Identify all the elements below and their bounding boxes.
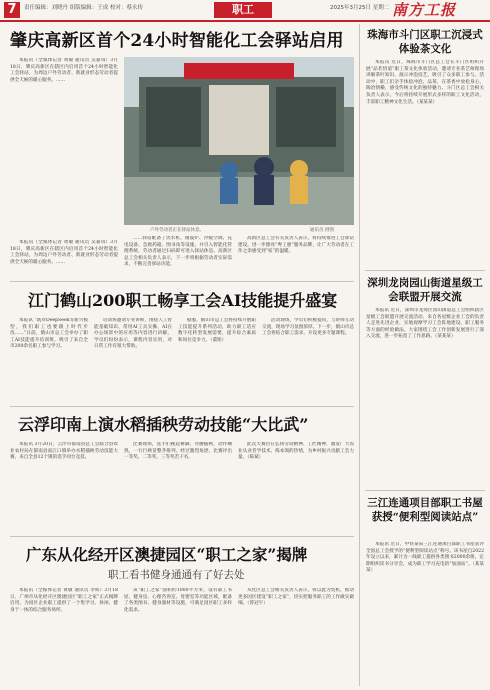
article-4-text-3: 从化区总工会相关负责人表示，将以此为契机，推动更多园区建设“职工之家”，切实把服务职工的工作做实做细。（曾冠宇）	[238, 588, 354, 607]
article-2-text-4: 活动现场，学员们积极提问，与讲师互动交流，现场学习氛围浓厚。下一步，鹤山市总工会将结合职工需求，开设更多专题课程。	[262, 318, 354, 337]
article-2-headline: 江门鹤山200职工畅享工会AI技能提升盛宴	[28, 291, 338, 310]
photo-credit: 通讯员 供图	[310, 228, 334, 233]
sidebar-2-headline: 深圳龙岗园山街道星级工会联盟开展交流	[367, 277, 483, 303]
article-4-subtitle: 职工看书健身通通有了好去处	[108, 569, 245, 581]
sidebar-3-text: 本报讯 近日，中铁某局三江连通项目部职工书屋获评全国总工会授予的“便利型阅读站点”称号。该书屋自2022年设立以来，累计为一线职工提供各类图书2000余册，定期组织读书分享会，成为职工学习充电的“加油站”。（某某某）	[366, 542, 484, 574]
article-2-column-4	[262, 318, 354, 400]
article-4-column-2	[124, 588, 232, 684]
section-label: 职工	[214, 2, 272, 18]
article-2-column-3	[178, 318, 256, 400]
photo-caption: 户外劳动者正在驿站休息。	[150, 228, 204, 233]
sidebar-3-headline: 三江连通项目部职工书屋获授“便利型阅读站点”	[367, 497, 483, 523]
sidebar-2-body	[366, 308, 484, 486]
article-1-photo	[124, 57, 354, 225]
editor-credits: 责任编辑：刘晓丹 组版编辑：王成 校对：蔡永传	[24, 5, 143, 11]
sidebar-2-text: 本报讯 近日，深圳市龙岗区园山街道总工会组织辖区星级工会联盟开展交流活动，来自各星级企业工会的负责人走进先进企业，实地观摩学习工会阵地建设、职工服务等方面的经验做法。大家围绕工会工作创新发展进行了深入交流，进一步拓宽了工作思路。（某某某）	[366, 308, 484, 340]
article-1-text-2: ……驿站配备了饮水机、微波炉、冷暖空调、充电设备、急救药箱、图书角等设施，并引入智能化管理系统，劳动者通过扫码即可进入驿站休息。高新区总工会相关负责人表示，下一步将根据劳动者实际需求，不断完善驿站功能。	[124, 236, 232, 268]
article-1-column-2	[124, 236, 232, 274]
sidebar-divider	[365, 270, 485, 271]
article-3-text-1: 本报讯 3月20日，云浮市郁南县总工会联合县农业农村局在郁南县南江口镇举办水稻插秧劳动技能大赛，来自全县12个镇的选手同台竞技。	[10, 442, 118, 461]
article-2-text-2: 培训班邀请专业讲师，围绕人工智能基础知识、常用AI工具实操、AI在办公场景中的应用等内容进行讲解。学员们纷纷表示，课程内容实用，对日常工作有很大帮助。	[94, 318, 172, 350]
article-1-headline: 肇庆高新区首个24小时智能化工会驿站启用	[10, 31, 344, 51]
article-1-column-1	[10, 58, 118, 240]
article-divider	[10, 281, 354, 282]
article-3-text-2: 比赛现场，选手们挽起裤脚，弯腰插秧，动作娴熟，一行行秧苗整齐排列。经过激烈角逐，比赛评出一等奖、二等奖、三等奖若干名。	[124, 442, 232, 461]
article-4-headline: 广东从化经开区澳捷园区“职工之家”揭牌	[26, 545, 308, 564]
article-2-column-1	[10, 318, 88, 400]
sidebar-1-body	[366, 60, 484, 260]
article-4-text-2: 该“职工之家”面积约1000平方米，设有职工书屋、健身房、心理咨询室、母婴室等功能区域，配备了各类图书、健身器材等设施，可满足园区职工多样化需求。	[124, 588, 232, 613]
article-3-column-3	[238, 442, 354, 530]
sidebar-1-headline: 珠海市斗门区职工沉浸式体验茶文化	[367, 29, 483, 55]
article-divider	[10, 406, 354, 407]
sidebar-divider	[365, 490, 485, 491]
article-1-text-3: 高新区总工会有关负责人表示，将持续推进工会驿站建设，进一步擦亮“粤工惠”服务品牌，让广大劳动者在工作之余感受到“家”的温暖。	[238, 236, 354, 255]
article-3-headline: 云浮印南上演水稻插秧劳动技能“大比武”	[18, 415, 309, 434]
issue-date: 2025年3月25日 星期二	[330, 5, 390, 11]
article-3-column-1	[10, 442, 118, 530]
article-divider	[10, 536, 354, 537]
article-2-column-2	[94, 318, 172, 400]
article-3-text-3: 此次大赛旨在弘扬劳动精神、工匠精神，激发广大农业从业者学技术、练本领的热情，为乡村振兴贡献工会力量。（陈斌）	[238, 442, 354, 461]
article-2-text-1: 本报讯 “既对DeepSeek等新兴模型，我们职工也要跟上时代步伐……”日前，鹤山市总工会举办了职工AI技能提升培训班，吸引了来自全市200余名职工参与学习。	[10, 318, 88, 350]
article-1-column-1b	[10, 240, 118, 274]
newspaper-logo: 南方工报	[392, 1, 457, 19]
article-1-text-1: 本报讯（全媒体记者 黄敏 通讯员 吴嘉琪）3月18日，肇庆高新区在辖区内启用首个24小时智能化工会驿站，为周边户外劳动者、新就业形态劳动者提供全天候的暖心服务。……	[10, 58, 118, 83]
page-number: 7	[4, 2, 20, 18]
article-3-column-2	[124, 442, 232, 530]
article-2-text-3: 据悉，鹤山市总工会将持续开展职工技能提升系列活动，助力职工适应数字化转型发展需要，提升综合素质和岗位竞争力。（董铭）	[178, 318, 256, 343]
article-1-column-3	[238, 236, 354, 274]
column-divider	[359, 24, 360, 686]
station-photo	[124, 57, 354, 225]
sidebar-3-body	[366, 542, 484, 686]
sidebar-1-text: 本报讯 近日，珠海市斗门区总工会在斗门区组织开展“品茗悟道”职工茶文化体验活动，邀请专业茶艺师现场讲解茶叶知识、演示冲泡技艺，吸引了众多职工参与。活动中，职工们亲手体验冲泡、品茶，在茶香中放松身心、陶冶情操，感受传统文化的独特魅力。斗门区总工会相关负责人表示，今后将持续开展形式多样的职工文化活动，丰富职工精神文化生活。（某某某）	[366, 60, 484, 105]
article-4-column-1	[10, 588, 118, 684]
article-4-column-3	[238, 588, 354, 684]
article-1-text-1b: 本报讯（全媒体记者 黄敏 通讯员 吴嘉琪）3月18日，肇庆高新区在辖区内启用首个24小时智能化工会驿站，为周边户外劳动者、新就业形态劳动者提供全天候的暖心服务。……	[10, 240, 118, 265]
article-4-text-1: 本报讯（全媒体记者 黄敏 通讯员 李辉）3月18日，广州市从化经开区澳捷园区“职工之家”正式揭牌启用，为园区企业职工提供了一个集学习、休闲、健身于一体的综合服务场所。	[10, 588, 118, 613]
